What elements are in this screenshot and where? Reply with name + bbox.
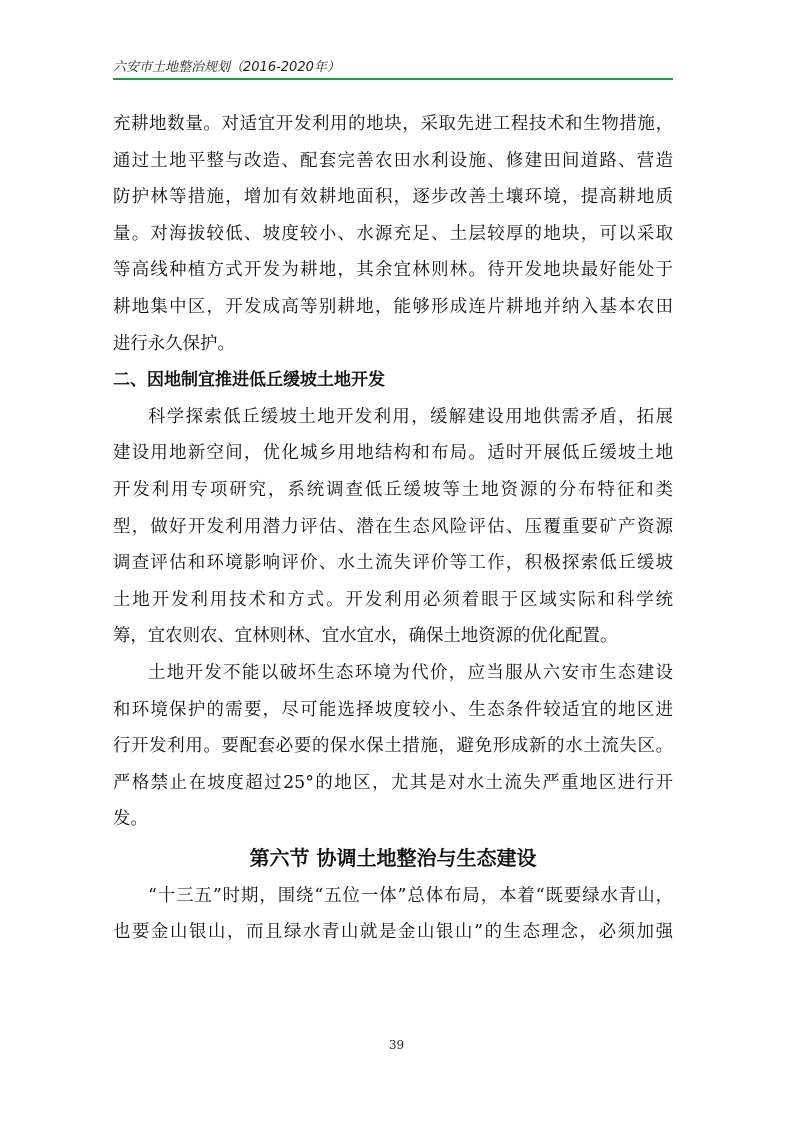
text-line: 建设用地新空间，优化城乡用地结构和布局。适时开展低丘缓坡土地	[113, 443, 673, 464]
text-line: 开发利用专项研究，系统调查低丘缓坡等土地资源的分布特征和类	[113, 479, 673, 500]
text-line: 等高线种植方式开发为耕地，其余宜林则林。待开发地块最好能处于	[113, 260, 673, 281]
header-rule	[113, 78, 673, 80]
text-line: 行开发利用。要配套必要的保水保土措施，避免形成新的水土流失区。	[113, 736, 673, 757]
text-line: 通过土地平整与改造、配套完善农田水利设施、修建田间道路、营造	[113, 150, 673, 171]
text-line: 筹，宜农则农、宜林则林、宜水宜水，确保土地资源的优化配置。	[113, 626, 618, 647]
text-line: 量。对海拔较低、坡度较小、水源充足、土层较厚的地块，可以采取	[113, 223, 673, 244]
text-line: 调查评估和环境影响评价、水土流失评价等工作，积极探索低丘缓坡	[113, 553, 673, 574]
page-number: 39	[388, 1038, 405, 1052]
paragraph-4	[113, 878, 673, 951]
section-title: 第六节 协调土地整治与生态建设	[249, 845, 537, 870]
paragraph-1	[113, 106, 673, 362]
running-header: 六安市土地整治规划（2016-2020年）	[113, 60, 340, 75]
text-line: 防护林等措施，增加有效耕地面积，逐步改善土壤环境，提高耕地质	[113, 187, 673, 208]
text-line: 严格禁止在坡度超过25°的地区，尤其是对水土流失严重地区进行开	[113, 772, 673, 793]
text-line: 科学探索低丘缓坡土地开发利用，缓解建设用地供需矛盾，拓展	[148, 406, 673, 427]
text-line: “十三五”时期，围绕“五位一体”总体布局，本着“既要绿水青山，	[148, 885, 673, 906]
paragraph-3	[113, 655, 673, 838]
text-line: 发。	[113, 809, 148, 830]
text-line: 和环境保护的需要，尽可能选择坡度较小、生态条件较适宜的地区进	[113, 699, 673, 720]
paragraph-2	[113, 399, 673, 655]
text-line: 进行永久保护。	[113, 333, 235, 354]
subsection-heading: 二、因地制宜推进低丘缓坡土地开发	[113, 370, 385, 391]
text-line: 土地开发不能以破坏生态环境为代价，应当服从六安市生态建设	[148, 662, 673, 683]
text-line: 耕地集中区，开发成高等别耕地，能够形成连片耕地并纳入基本农田	[113, 296, 673, 317]
text-line: 土地开发利用技术和方式。开发利用必须着眼于区域实际和科学统	[113, 589, 673, 610]
text-line: 充耕地数量。对适宜开发利用的地块，采取先进工程技术和生物措施，	[113, 114, 673, 134]
body-text	[113, 106, 673, 951]
text-line: 也要金山银山，而且绿水青山就是金山银山”的生态理念，必须加强	[113, 922, 673, 943]
text-line: 型，做好开发利用潜力评估、潜在生态风险评估、压覆重要矿产资源	[113, 516, 673, 537]
